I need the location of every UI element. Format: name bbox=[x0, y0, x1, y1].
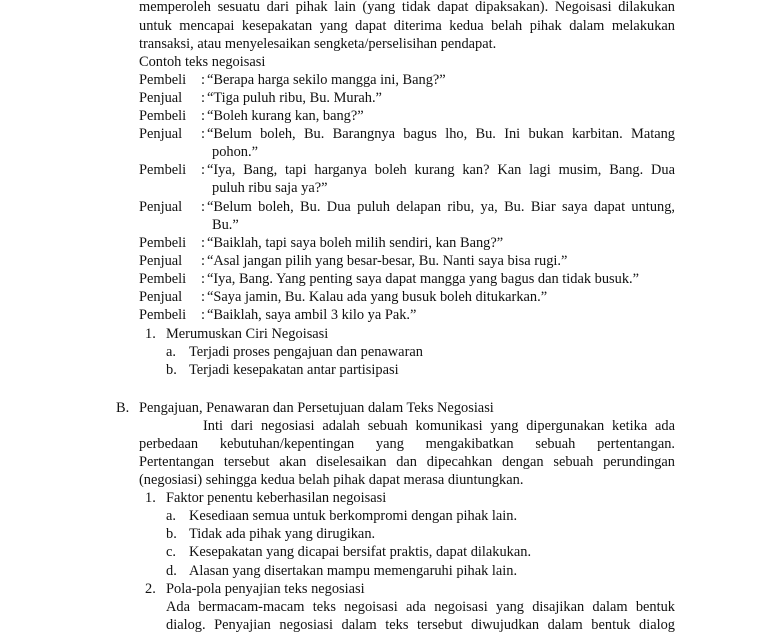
utterance: “Saya jamin, Bu. Kalau ada yang busuk boleh ditukarkan.” bbox=[207, 289, 548, 305]
utterance: “Berapa harga sekilo mangga ini, Bang?” bbox=[207, 72, 446, 88]
speaker-label: Penjual bbox=[139, 289, 183, 305]
intro-line: untuk mencapai kesepakatan yang dapat diterima kedua belah pihak dalam melakukan bbox=[139, 18, 675, 34]
utterance: “Iya, Bang, tapi harganya boleh kurang kan? Kan lagi musim, Bang. Dua bbox=[207, 162, 675, 178]
list-number: 1. bbox=[145, 490, 156, 506]
intro-line: transaksi, atau menyelesaikan sengketa/perselisihan pendapat. bbox=[139, 36, 497, 52]
utterance: “Belum boleh, Bu. Barangnya bagus lho, Bu. Ini bukan karbitan. Matang bbox=[207, 126, 675, 142]
paragraph-line: Inti dari negosiasi adalah sebuah komunikasi yang dipergunakan ketika ada bbox=[203, 418, 675, 434]
list-letter: b. bbox=[166, 526, 177, 542]
list-item: Terjadi kesepakatan antar partisipasi bbox=[189, 362, 399, 378]
list-number: 2. bbox=[145, 581, 156, 597]
paragraph-line: Ada bermacam-macam teks negoisasi ada negoisasi yang disajikan dalam bentuk bbox=[166, 599, 675, 615]
utterance: “Asal jangan pilih yang besar-besar, Bu. Nanti saya bisa rugi.” bbox=[207, 253, 568, 269]
list-letter: a. bbox=[166, 508, 176, 524]
colon: : bbox=[201, 307, 205, 323]
colon: : bbox=[201, 108, 205, 124]
section-letter: B. bbox=[116, 400, 130, 416]
utterance: “Iya, Bang. Yang penting saya dapat mangga yang bagus dan tidak busuk.” bbox=[207, 271, 640, 287]
colon: : bbox=[201, 199, 205, 215]
paragraph-line: (negosiasi) sehingga kedua belah pihak dapat merasa diuntungkan. bbox=[139, 472, 524, 488]
colon: : bbox=[201, 253, 205, 269]
utterance: “Belum boleh, Bu. Dua puluh delapan ribu, ya, Bu. Biar saya dapat untung, bbox=[207, 199, 675, 215]
paragraph-line: dialog. Penyajian negosiasi dalam teks tersebut diwujudkan dalam bentuk dialog bbox=[166, 617, 675, 633]
speaker-label: Penjual bbox=[139, 90, 183, 106]
list-item: Kesepakatan yang dicapai bersifat praktis, dapat dilakukan. bbox=[189, 544, 532, 560]
colon: : bbox=[201, 162, 205, 178]
colon: : bbox=[201, 126, 205, 142]
list-item: Kesediaan semua untuk berkompromi dengan pihak lain. bbox=[189, 508, 518, 524]
utterance: “Baiklah, tapi saya boleh milih sendiri, kan Bang?” bbox=[207, 235, 504, 251]
example-heading: Contoh teks negoisasi bbox=[139, 54, 266, 70]
list-title: Pola-pola penyajian teks negosiasi bbox=[166, 581, 365, 597]
utterance: “Boleh kurang kan, bang?” bbox=[207, 108, 364, 124]
list-number: 1. bbox=[145, 326, 156, 342]
list-title: Merumuskan Ciri Negoisasi bbox=[166, 326, 329, 342]
colon: : bbox=[201, 235, 205, 251]
colon: : bbox=[201, 90, 205, 106]
list-title: Faktor penentu keberhasilan negoisasi bbox=[166, 490, 387, 506]
utterance: “Baiklah, saya ambil 3 kilo ya Pak.” bbox=[207, 307, 417, 323]
utterance-continuation: Bu.” bbox=[212, 217, 239, 233]
intro-line: memperoleh sesuatu dari pihak lain (yang tidak dapat dipaksakan). Negoisasi dilakukan bbox=[139, 0, 675, 15]
colon: : bbox=[201, 289, 205, 305]
list-item: Terjadi proses pengajuan dan penawaran bbox=[189, 344, 423, 360]
list-letter: b. bbox=[166, 362, 177, 378]
speaker-label: Penjual bbox=[139, 126, 183, 142]
colon: : bbox=[201, 72, 205, 88]
speaker-label: Pembeli bbox=[139, 162, 187, 178]
list-item: Tidak ada pihak yang dirugikan. bbox=[189, 526, 376, 542]
speaker-label: Pembeli bbox=[139, 235, 187, 251]
colon: : bbox=[201, 271, 205, 287]
speaker-label: Pembeli bbox=[139, 108, 187, 124]
paragraph-line: Pertentangan tersebut akan diselesaikan dan dipecahkan dengan sebuah perundingan bbox=[139, 454, 675, 470]
list-letter: a. bbox=[166, 344, 176, 360]
speaker-label: Pembeli bbox=[139, 307, 187, 323]
speaker-label: Penjual bbox=[139, 253, 183, 269]
speaker-label: Pembeli bbox=[139, 271, 187, 287]
speaker-label: Penjual bbox=[139, 199, 183, 215]
speaker-label: Pembeli bbox=[139, 72, 187, 88]
paragraph-line: perbedaan kebutuhan/kepentingan yang mengakibatkan sebuah pertentangan. bbox=[139, 436, 675, 452]
list-letter: c. bbox=[166, 544, 176, 560]
utterance: “Tiga puluh ribu, Bu. Murah.” bbox=[207, 90, 382, 106]
utterance-continuation: puluh ribu saja ya?” bbox=[212, 180, 328, 196]
section-title: Pengajuan, Penawaran dan Persetujuan dalam Teks Negosiasi bbox=[139, 400, 494, 416]
utterance-continuation: pohon.” bbox=[212, 144, 258, 160]
list-item: Alasan yang disertakan mampu memengaruhi pihak lain. bbox=[189, 563, 518, 579]
list-letter: d. bbox=[166, 563, 177, 579]
